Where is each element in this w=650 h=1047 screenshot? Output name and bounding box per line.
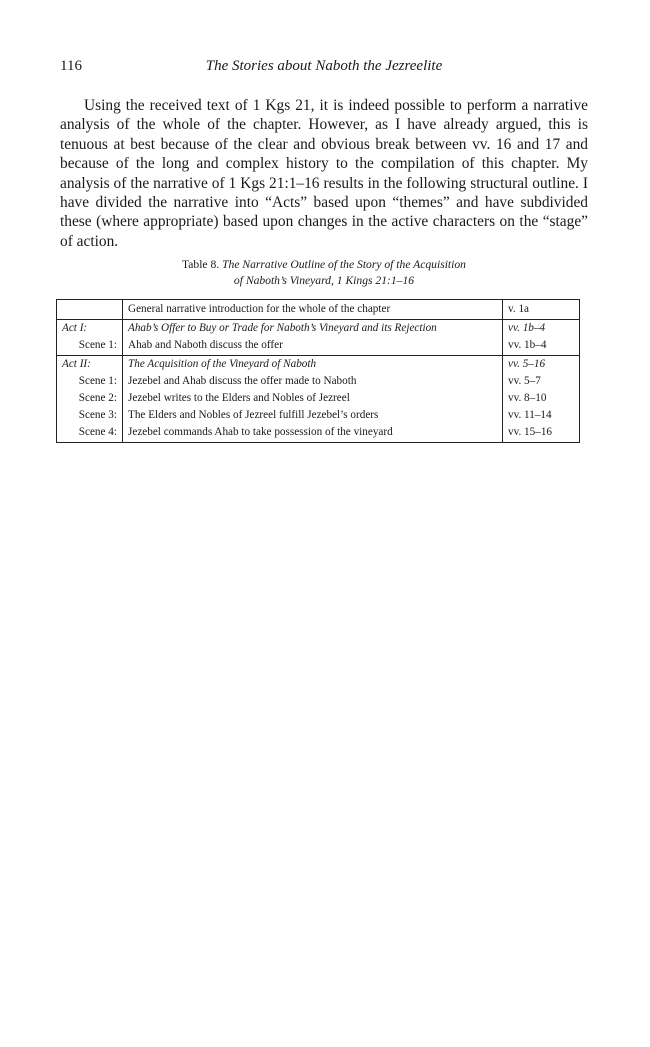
act-2-scene-4-reference: vv. 15–16 bbox=[508, 426, 553, 439]
table-caption-line-1 bbox=[60, 257, 588, 273]
table-row-act-2-scene-1 bbox=[57, 373, 580, 390]
table-caption-label: Table 8. bbox=[182, 258, 220, 272]
act-1-scene-1-reference: vv. 1b–4 bbox=[508, 339, 547, 352]
act-1-scene-1-label: Scene 1: bbox=[57, 337, 123, 356]
act-2-scene-1-reference: vv. 5–7 bbox=[508, 375, 541, 388]
act-2-reference: vv. 5–16 bbox=[503, 356, 580, 374]
body-paragraph: Using the received text of 1 Kgs 21, it is indeed possible to perform a narrative analysis of the whole of the chapter. However, as I have already argued, this is tenuous at best because of the clear and obvious break between vv. 16 and 17 and because of the long and complex history to the compilation of this chapter. My analysis of the narrative of 1 Kgs 21:1–16 results in the following structural outline. I have divided the narrative into “Acts” based upon “themes” and have subdivided these (where appropriate) based upon changes in the active characters on the “stage” of action. bbox=[60, 97, 588, 250]
intro-reference: v. 1a bbox=[508, 303, 530, 316]
act-2-scene-1-description: Jezebel and Ahab discuss the offer made to Naboth bbox=[123, 373, 503, 390]
page-number: 116 bbox=[60, 58, 82, 74]
table-caption-title-1: The Narrative Outline of the Story of the Acquisition bbox=[222, 258, 466, 272]
act-1-scene-1-description: Ahab and Naboth discuss the offer bbox=[123, 337, 503, 356]
intro-description: General narrative introduction for the whole of the chapter bbox=[123, 300, 503, 320]
act-2-scene-2-description: Jezebel writes to the Elders and Nobles of Jezreel bbox=[123, 390, 503, 407]
act-2-scene-3-label: Scene 3: bbox=[57, 407, 123, 424]
act-1-description: Ahab’s Offer to Buy or Trade for Naboth’s Vineyard and its Rejection bbox=[123, 320, 503, 338]
act-1-reference: vv. 1b–4 bbox=[503, 320, 580, 338]
table-caption bbox=[60, 257, 588, 289]
act-2-scene-3-reference: vv. 11–14 bbox=[508, 409, 552, 422]
act-2-scene-4-label: Scene 4: bbox=[57, 424, 123, 443]
narrative-outline-table bbox=[56, 299, 580, 443]
table-row-act-2-scene-3 bbox=[57, 407, 580, 424]
act-2-scene-2-label: Scene 2: bbox=[57, 390, 123, 407]
running-title: The Stories about Naboth the Jezreelite bbox=[205, 58, 443, 74]
act-2-scene-4-description: Jezebel commands Ahab to take possession of the vineyard bbox=[123, 424, 503, 443]
table-caption-line-2: of Naboth’s Vineyard, 1 Kings 21:1–16 bbox=[233, 274, 415, 288]
table-row-act-2 bbox=[57, 356, 580, 374]
running-head bbox=[60, 58, 588, 80]
table-row-act-1 bbox=[57, 320, 580, 338]
table-row-act-1-scene-1 bbox=[57, 337, 580, 356]
table-row-intro bbox=[57, 300, 580, 320]
book-page bbox=[60, 58, 588, 443]
act-2-description: The Acquisition of the Vineyard of Naboth bbox=[123, 356, 503, 374]
act-2-label: Act II: bbox=[57, 356, 123, 374]
table-row-act-2-scene-2 bbox=[57, 390, 580, 407]
act-1-label: Act I: bbox=[57, 320, 123, 338]
intro-label bbox=[57, 300, 123, 320]
act-2-scene-1-label: Scene 1: bbox=[57, 373, 123, 390]
act-2-scene-2-reference: vv. 8–10 bbox=[508, 392, 547, 405]
act-2-scene-3-description: The Elders and Nobles of Jezreel fulfill Jezebel’s orders bbox=[123, 407, 503, 424]
table-row-act-2-scene-4 bbox=[57, 424, 580, 443]
